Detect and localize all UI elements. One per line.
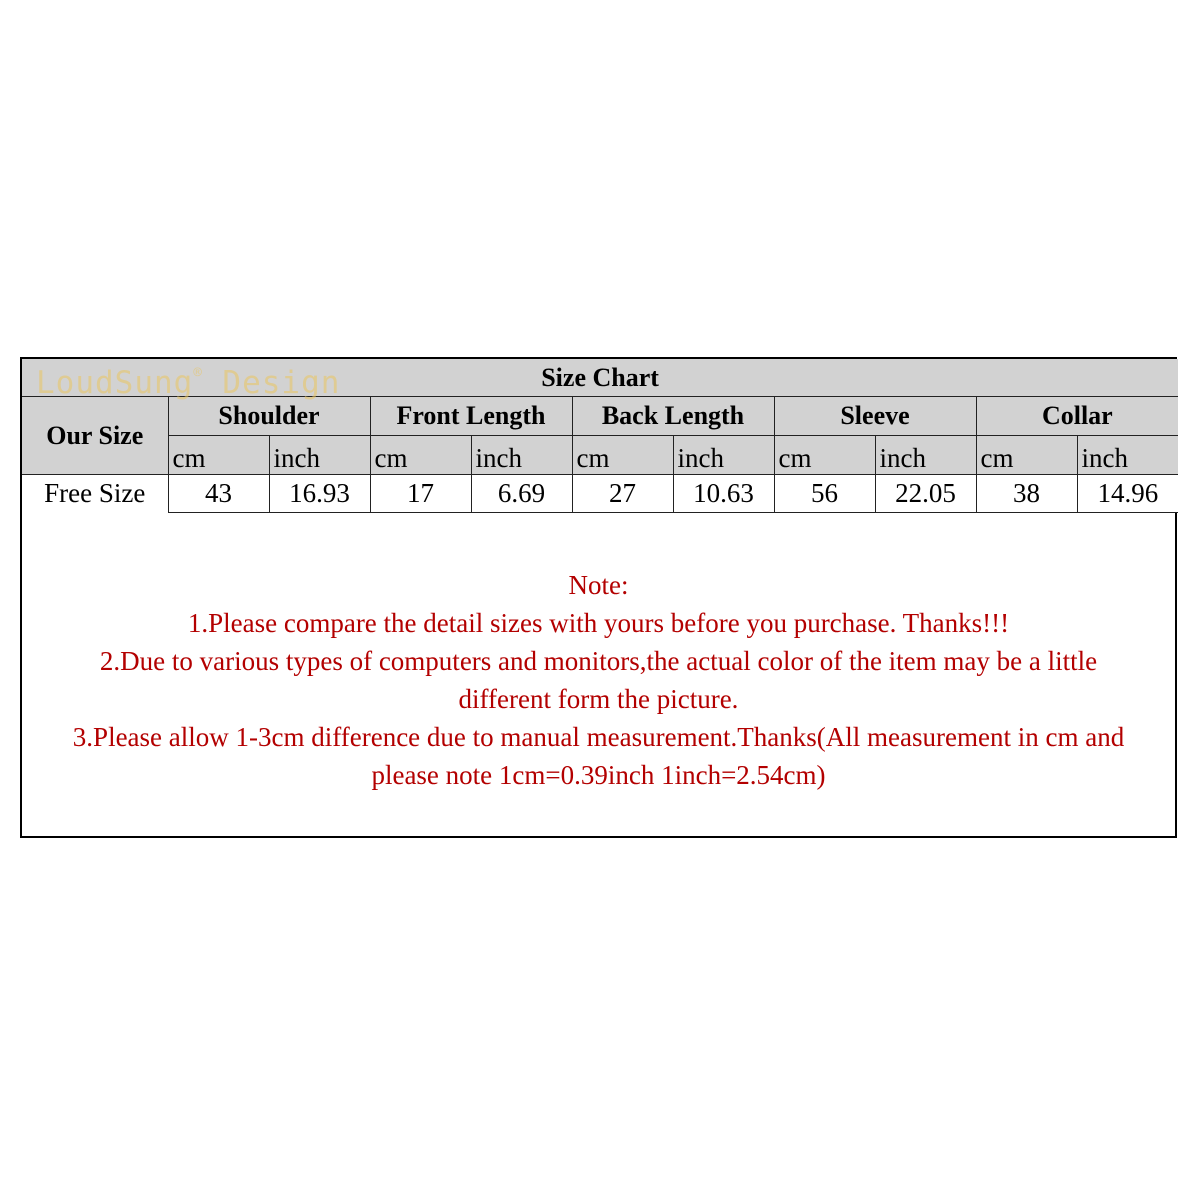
value-collar-inch: 14.96 <box>1077 475 1178 513</box>
note-line-2b: different form the picture. <box>458 684 739 714</box>
unit-front-inch: inch <box>471 436 572 475</box>
our-size-header <box>22 397 168 475</box>
note-line-3a: 3.Please allow 1-3cm difference due to manual measurement.Thanks(All measurement in cm and <box>72 722 1125 752</box>
notes-block <box>22 566 1175 794</box>
value-sleeve-inch: 22.05 <box>875 475 976 513</box>
header-front-length: Front Length <box>370 397 572 436</box>
header-collar: Collar <box>976 397 1178 436</box>
unit-shoulder-inch: inch <box>269 436 370 475</box>
size-table <box>22 359 1178 513</box>
note-line-3b: please note 1cm=0.39inch 1inch=2.54cm) <box>371 760 826 790</box>
value-front-inch: 6.69 <box>471 475 572 513</box>
header-shoulder: Shoulder <box>168 397 370 436</box>
note-line-2a: 2.Due to various types of computers and monitors,the actual color of the item may be a little <box>99 646 1098 676</box>
header-back-length: Back Length <box>572 397 774 436</box>
value-shoulder-cm: 43 <box>168 475 269 513</box>
value-front-cm: 17 <box>370 475 471 513</box>
value-collar-cm: 38 <box>976 475 1077 513</box>
value-back-cm: 27 <box>572 475 673 513</box>
unit-back-inch: inch <box>673 436 774 475</box>
unit-sleeve-inch: inch <box>875 436 976 475</box>
table-row <box>22 475 1178 513</box>
value-sleeve-cm: 56 <box>774 475 875 513</box>
brand-watermark: LoudSung® Design <box>36 365 341 401</box>
value-shoulder-inch: 16.93 <box>269 475 370 513</box>
note-line-1: 1.Please compare the detail sizes with yours before you purchase. Thanks!!! <box>187 608 1010 638</box>
table-title: Size Chart <box>22 359 1178 397</box>
unit-collar-inch: inch <box>1077 436 1178 475</box>
unit-shoulder-cm: cm <box>168 436 269 475</box>
unit-collar-cm: cm <box>976 436 1077 475</box>
our-size-label: Our Size <box>46 420 144 450</box>
header-sleeve: Sleeve <box>774 397 976 436</box>
size-name: Free Size <box>22 475 168 513</box>
unit-sleeve-cm: cm <box>774 436 875 475</box>
value-back-inch: 10.63 <box>673 475 774 513</box>
size-chart <box>20 357 1177 838</box>
unit-back-cm: cm <box>572 436 673 475</box>
note-heading: Note: <box>568 570 629 600</box>
unit-front-cm: cm <box>370 436 471 475</box>
